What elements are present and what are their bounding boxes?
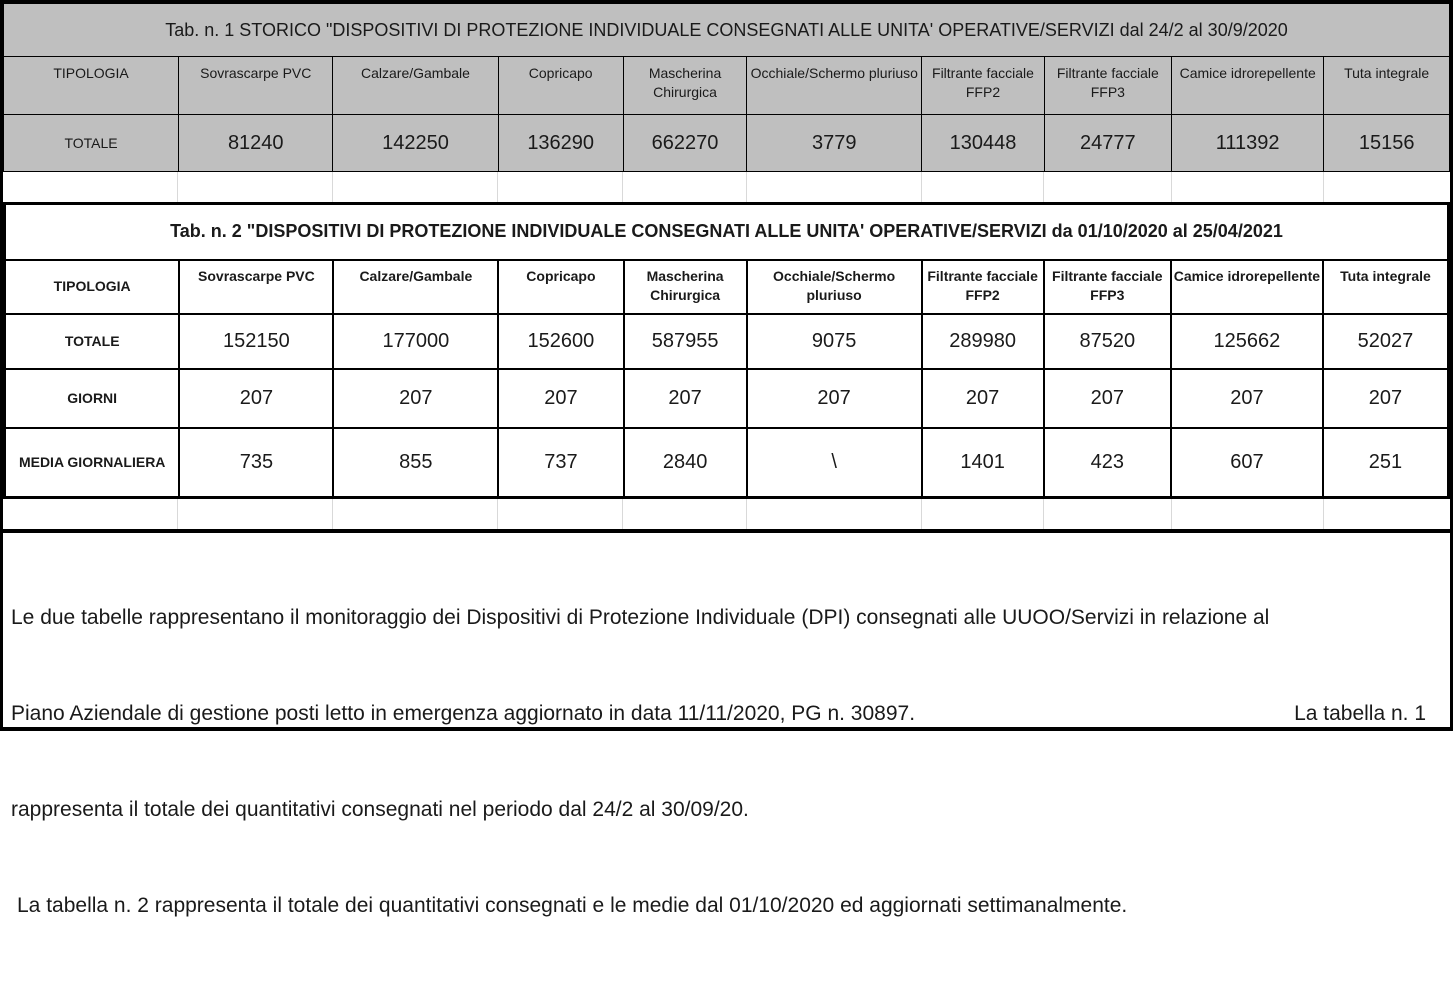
gap-cell xyxy=(498,499,623,529)
gap-cell xyxy=(922,499,1044,529)
table2-cell-value: 855 xyxy=(333,428,498,498)
gap-cell xyxy=(333,172,498,202)
table2-header-tipologia: TIPOLOGIA xyxy=(5,260,180,314)
table1-cell-value: 81240 xyxy=(179,115,333,172)
notes-line-4: La tabella n. 2 rappresenta il totale dei quantitativi consegnati e le medie dal 01/10/2020 ed aggiornati settimanalmente. xyxy=(17,894,1128,917)
table2-col-header: Sovrascarpe PVC xyxy=(179,260,333,314)
table2-cell-value: 9075 xyxy=(747,314,922,369)
gap-cell xyxy=(1324,172,1450,202)
table2-col-header: Filtrante facciale FFP3 xyxy=(1044,260,1171,314)
gap-cell xyxy=(3,172,178,202)
table2-header-row xyxy=(5,260,1449,314)
gap-cell xyxy=(747,172,922,202)
notes-line-1: Le due tabelle rappresentano il monitoraggio dei Dispositivi di Protezione Individuale (DPI) consegnati alle UUOO/Servizi in relazione al xyxy=(11,606,1270,629)
table2-cell-value: 52027 xyxy=(1323,314,1449,369)
table2-cell-value: 207 xyxy=(747,369,922,428)
table1-title: Tab. n. 1 STORICO "DISPOSITIVI DI PROTEZIONE INDIVIDUALE CONSEGNATI ALLE UNITA' OPERATIVE/SERVIZI dal 24/2 al 30/9/2020 xyxy=(4,4,1450,57)
table2-cell-value: 607 xyxy=(1171,428,1323,498)
table2-cell-value: \ xyxy=(747,428,922,498)
table1-cell-value: 130448 xyxy=(922,115,1044,172)
table2-cell-value: 289980 xyxy=(922,314,1044,369)
table2-cell-value: 737 xyxy=(498,428,623,498)
notes-line-2-right: La tabella n. 1 xyxy=(1294,702,1426,725)
table2-cell-value: 251 xyxy=(1323,428,1449,498)
table1-col-header: Copricapo xyxy=(498,57,623,115)
gap-cell xyxy=(1044,499,1171,529)
table1-col-header: Tuta integrale xyxy=(1324,57,1450,115)
table2-cell-value: 207 xyxy=(179,369,333,428)
gap-cell xyxy=(922,172,1044,202)
table2-col-header: Copricapo xyxy=(498,260,623,314)
gap-cell xyxy=(1172,172,1324,202)
table1-cell-value: 24777 xyxy=(1044,115,1171,172)
table1-cell-value: 111392 xyxy=(1172,115,1324,172)
table1-col-header: Mascherina Chirurgica xyxy=(623,57,746,115)
notes-line-2-left: Piano Aziendale di gestione posti letto in emergenza aggiornato in data 11/11/2020, PG n. 30897. xyxy=(11,702,916,725)
table1-cell-value: 15156 xyxy=(1324,115,1450,172)
table2-cell-value: 2840 xyxy=(624,428,747,498)
grid-gap-row xyxy=(3,499,1450,529)
gap-cell xyxy=(623,172,746,202)
table1-col-header: Occhiale/Schermo pluriuso xyxy=(747,57,922,115)
table2-cell-value: 735 xyxy=(179,428,333,498)
table2-cell-value: 207 xyxy=(1171,369,1323,428)
table2-col-header: Filtrante facciale FFP2 xyxy=(922,260,1044,314)
table1-header-tipologia: TIPOLOGIA xyxy=(4,57,179,115)
table2-cell-value: 177000 xyxy=(333,314,498,369)
table1-col-header: Filtrante facciale FFP3 xyxy=(1044,57,1171,115)
gap-cell xyxy=(1044,172,1171,202)
gap-cell xyxy=(1172,499,1324,529)
table2-cell-value: 87520 xyxy=(1044,314,1171,369)
table2-cell-value: 152600 xyxy=(498,314,623,369)
table2-cell-value: 1401 xyxy=(922,428,1044,498)
table2-col-header: Occhiale/Schermo pluriuso xyxy=(747,260,922,314)
table2-title: Tab. n. 2 "DISPOSITIVI DI PROTEZIONE INDIVIDUALE CONSEGNATI ALLE UNITA' OPERATIVE/SERVIZI da 01/10/2020 al 25/04/2021 xyxy=(5,204,1449,260)
table2-col-header: Camice idrorepellente xyxy=(1171,260,1323,314)
table1-cell-value: 662270 xyxy=(623,115,746,172)
table2-col-header: Mascherina Chirurgica xyxy=(624,260,747,314)
table1-storico xyxy=(3,3,1450,172)
notes-line-2 xyxy=(11,698,1440,730)
gap-cell xyxy=(333,499,498,529)
table1-col-header: Filtrante facciale FFP2 xyxy=(922,57,1044,115)
table2-cell-value: 423 xyxy=(1044,428,1171,498)
gap-cell xyxy=(498,172,623,202)
gap-cell xyxy=(623,499,746,529)
table2-col-header: Calzare/Gambale xyxy=(333,260,498,314)
table2-row-label: MEDIA GIORNALIERA xyxy=(5,428,180,498)
gap-cell xyxy=(178,172,332,202)
table1-totale-row xyxy=(4,115,1450,172)
grid-gap-row xyxy=(3,172,1450,202)
notes-line-3: rappresenta il totale dei quantitativi consegnati nel periodo dal 24/2 al 30/09/20. xyxy=(11,798,749,821)
table1-row-label: TOTALE xyxy=(4,115,179,172)
table1-cell-value: 3779 xyxy=(747,115,922,172)
table1-cell-value: 142250 xyxy=(333,115,498,172)
table2-cell-value: 152150 xyxy=(179,314,333,369)
table2-totale-row xyxy=(5,314,1449,369)
gap-cell xyxy=(1324,499,1450,529)
table2-media-row xyxy=(5,428,1449,498)
table2-cell-value: 207 xyxy=(922,369,1044,428)
table2-col-header: Tuta integrale xyxy=(1323,260,1449,314)
table1-col-header: Sovrascarpe PVC xyxy=(179,57,333,115)
table1-col-header: Calzare/Gambale xyxy=(333,57,498,115)
table2-cell-value: 207 xyxy=(1323,369,1449,428)
table2-cell-value: 587955 xyxy=(624,314,747,369)
gap-cell xyxy=(3,499,178,529)
table2-cell-value: 207 xyxy=(498,369,623,428)
gap-cell xyxy=(178,499,332,529)
table2-giorni-row xyxy=(5,369,1449,428)
table1-col-header: Camice idrorepellente xyxy=(1172,57,1324,115)
table2-row-label: GIORNI xyxy=(5,369,180,428)
table1-header-row xyxy=(4,57,1450,115)
table1-cell-value: 136290 xyxy=(498,115,623,172)
notes-block xyxy=(3,529,1450,986)
table2-cell-value: 207 xyxy=(624,369,747,428)
table2-row-label: TOTALE xyxy=(5,314,180,369)
table2-cell-value: 125662 xyxy=(1171,314,1323,369)
table2-cell-value: 207 xyxy=(1044,369,1171,428)
table2-cell-value: 207 xyxy=(333,369,498,428)
table2-current xyxy=(3,202,1450,499)
gap-cell xyxy=(747,499,922,529)
